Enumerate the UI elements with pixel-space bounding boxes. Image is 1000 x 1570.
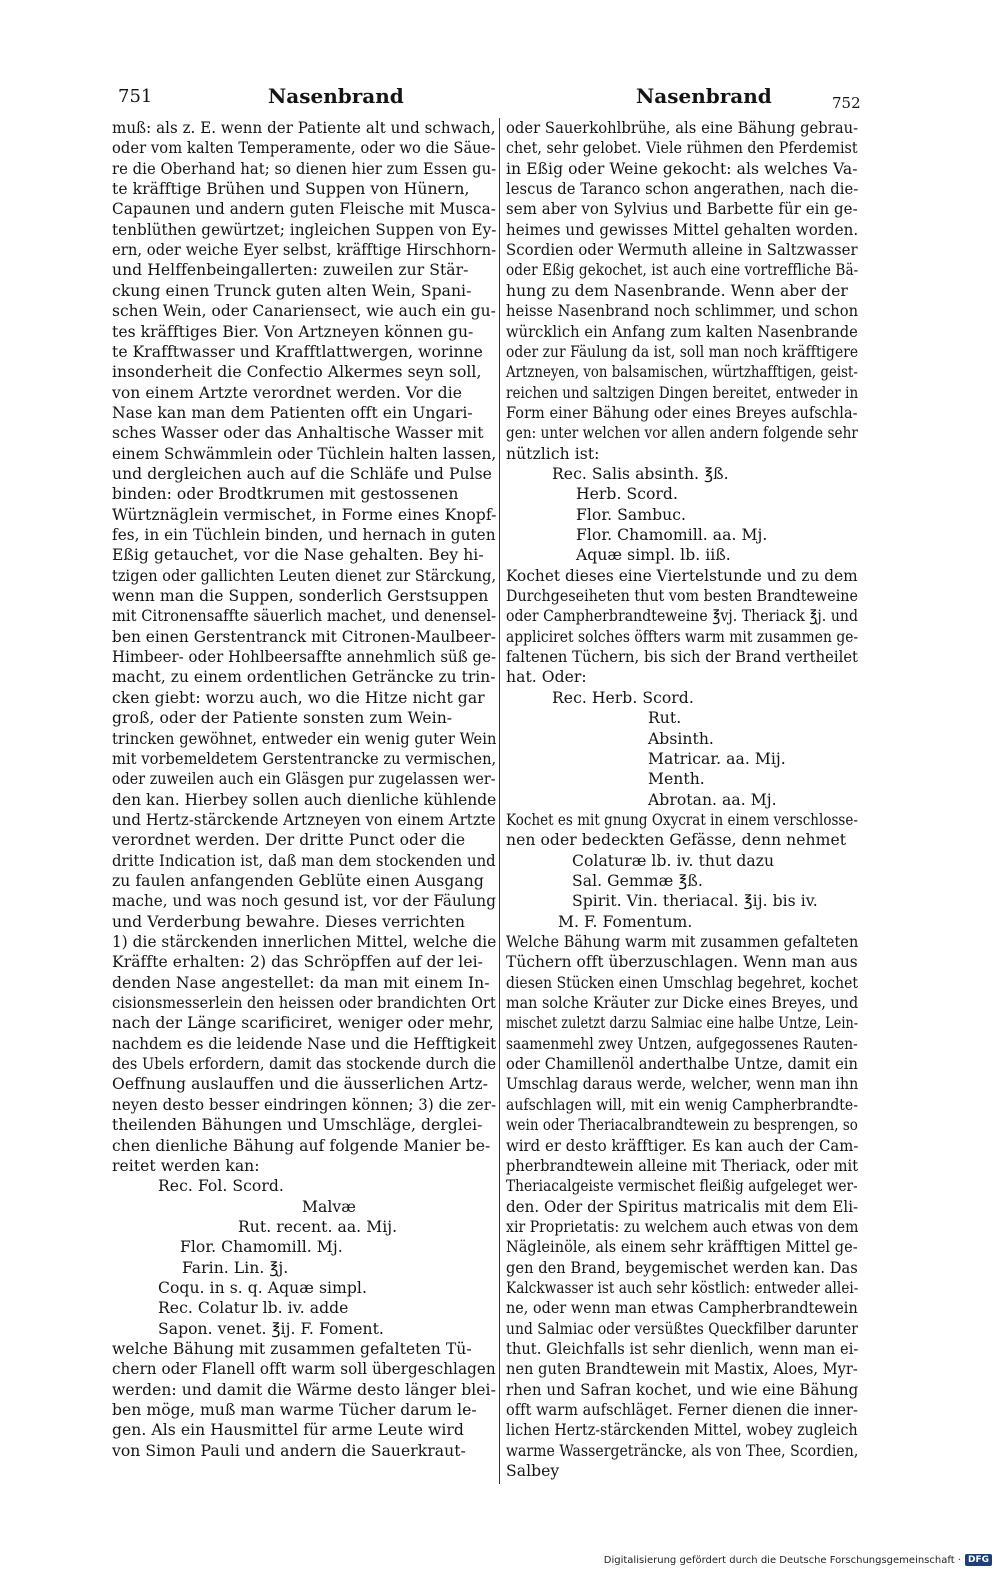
text-line: Abrotan. aa. Mj. xyxy=(648,790,777,809)
text-line: Spirit. Vin. theriacal. ℥ij. bis iv. xyxy=(572,892,818,911)
text-line: Rec. Salis absinth. ℥ß. xyxy=(552,464,729,483)
text-line: heimes und gewisses Mittel gehalten worden. xyxy=(506,220,859,239)
text-line: wenn man die Suppen, sonderlich Gerstsuppen xyxy=(112,587,489,606)
text-line: oder zuweilen auch ein Gläsgen pur zugelassen wer- xyxy=(112,770,496,789)
text-line: von Simon Pauli und andern die Sauerkraut- xyxy=(112,1441,466,1460)
text-line: Kalckwasser ist auch sehr köstlich: entweder allei- xyxy=(506,1278,859,1297)
text-line: wird er desto kräfftiger. Es kan auch der Cam- xyxy=(506,1136,859,1155)
text-line: oder Sauerkohlbrühe, als eine Bähung gebrau- xyxy=(506,119,859,137)
text-line: Himbeer- oder Hohlbeersaffte annehmlich süß ge- xyxy=(112,648,497,667)
text-line: cisionsmesserlein den heissen oder brandichten Ort xyxy=(112,994,496,1013)
text-line: offt warm aufschläget. Ferner dienen die inner- xyxy=(506,1401,858,1420)
text-line: pherbrandtewein alleine mit Theriack, oder mit xyxy=(506,1156,859,1175)
text-line: theilenden Bähungen und Umschläge, derglei- xyxy=(112,1116,483,1135)
text-line: Flor. Sambuc. xyxy=(576,505,686,524)
running-head-left: Nasenbrand xyxy=(268,84,404,108)
text-line: sches Wasser oder das Anhaltische Wasser mit xyxy=(112,424,484,443)
text-line: hung zu dem Nasenbrande. Wenn aber der xyxy=(506,281,848,300)
page-number-left: 751 xyxy=(118,86,153,107)
text-line: muß: als z. E. wenn der Patiente alt und schwach, xyxy=(112,119,496,137)
text-line: appliciret solches öffters warm mit zusammen ge- xyxy=(506,627,859,646)
text-line: welche Bähung mit zusammen gefalteten Tü- xyxy=(112,1340,472,1358)
text-line: gen. Als ein Hausmittel für arme Leute wird xyxy=(112,1421,464,1440)
text-line: macht, zu einem ordentlichen Geträncke zu trin- xyxy=(112,668,496,687)
text-line: Welche Bähung warm mit zusammen gefalteten xyxy=(506,933,859,951)
text-line: Sapon. venet. ℥ij. F. Foment. xyxy=(158,1319,384,1338)
text-line: und Hertz-stärckende Artzneyen von einem Artzte xyxy=(112,810,496,829)
text-line: sem aber von Sylvius und Barbette für ein ge- xyxy=(506,200,858,219)
text-line: Rec. Colatur lb. iv. adde xyxy=(158,1299,349,1318)
text-line: gen den Brand, beygemischet werden kan. Das xyxy=(506,1258,858,1277)
text-line: Theriacalgeiste vermischet fleißig aufgeleget wer- xyxy=(506,1177,858,1196)
text-line: heisse Nasenbrand noch schlimmer, und schon xyxy=(506,302,859,321)
footer-credit xyxy=(604,1554,992,1566)
text-line: Würtznäglein vermischet, in Forme eines Knopf- xyxy=(112,505,497,524)
text-line: denden Nase angestellet: da man mit einem In- xyxy=(112,973,490,992)
text-line: oder Campherbrandteweine ℥vj. Theriack ℥j. und xyxy=(506,607,859,626)
text-line: cken giebt: worzu auch, wo die Hitze nicht gar xyxy=(112,688,485,707)
text-line: lescus de Taranco schon angerathen, nach die- xyxy=(506,180,859,199)
text-line: Durchgeseiheten thut vom besten Brandteweine xyxy=(506,587,858,606)
text-line: chet, sehr gelobet. Viele rühmen den Pferdemist xyxy=(506,139,858,158)
text-line: verordnet werden. Der dritte Punct oder die xyxy=(112,831,466,850)
text-line: tes kräfftiges Bier. Von Artzneyen können gu- xyxy=(112,322,474,341)
text-line: Form einer Bähung oder eines Breyes aufschla- xyxy=(506,403,858,422)
text-line: trincken gewöhnet, entweder ein wenig guter Wein xyxy=(112,729,497,748)
text-line: Flor. Chamomill. aa. Mj. xyxy=(576,526,768,544)
text-line: mit vorbemeldetem Gerstentrancke zu vermischen, xyxy=(112,749,497,768)
text-line: Flor. Chamomill. Mj. xyxy=(180,1238,343,1257)
text-line: rhen und Safran kochet, und wie eine Bähung xyxy=(506,1380,859,1399)
text-line: Rut. recent. aa. Mij. xyxy=(238,1217,398,1236)
text-line: tenblüthen gewürtzet; ingleichen Suppen von Ey- xyxy=(112,220,497,239)
text-line: binden: oder Brodtkrumen mit gestossenen xyxy=(112,485,459,504)
text-line: Rec. Fol. Scord. xyxy=(158,1177,284,1196)
text-line: reichen und saltzigen Dingen bereitet, entweder in xyxy=(506,383,859,402)
text-line: würcklich ein Anfang zum kalten Nasenbrande xyxy=(506,322,858,341)
text-line: Kochet es mit gnung Oxycrat in einem verschlosse- xyxy=(506,810,858,829)
text-line: Absinth. xyxy=(648,729,714,748)
text-line: Herb. Scord. xyxy=(576,485,678,504)
text-line: Matricar. aa. Mij. xyxy=(648,749,786,768)
text-line: des Ubels erfordern, damit das stockende durch die xyxy=(112,1055,497,1074)
page-number-right: 752 xyxy=(832,94,861,112)
text-line: Malvæ xyxy=(302,1197,356,1216)
text-line: Salbey xyxy=(506,1462,560,1481)
text-line: zu faulen anfangenden Geblüte einen Ausgang xyxy=(112,871,484,890)
text-line: und Verderbung bewahre. Dieses verrichten xyxy=(112,912,465,931)
text-line: reitet werden kan: xyxy=(112,1156,260,1175)
text-line: dritte Indication ist, daß man dem stockenden und xyxy=(112,851,496,870)
text-line: Artzneyen, von balsamischen, würtzhafftigen, geist- xyxy=(506,363,858,382)
text-line: und Salmiac oder versüßtes Queckfilber darunter xyxy=(506,1319,858,1338)
text-line: Coqu. in s. q. Aquæ simpl. xyxy=(158,1278,367,1297)
text-line: Aquæ simpl. lb. iiß. xyxy=(576,546,731,565)
text-line: diesen Stücken einen Umschlag begehret, kochet xyxy=(506,973,858,992)
text-line: in Eßig oder Weine gekocht: als welches Va- xyxy=(506,159,858,178)
text-line: te kräfftige Brühen und Suppen von Hünern, xyxy=(112,180,470,199)
text-line: insonderheit die Confectio Alkermes seyn soll, xyxy=(112,363,482,382)
text-line: xir Proprietatis: zu welchem auch etwas von dem xyxy=(506,1217,859,1236)
text-line: thut. Gleichfalls ist sehr dienlich, wenn man ei- xyxy=(506,1340,859,1358)
text-line: wein oder Theriacalbrandtewein zu besprengen, so xyxy=(506,1116,858,1135)
text-line: Farin. Lin. ℥j. xyxy=(182,1258,289,1277)
text-line: ne, oder wenn man etwas Campherbrandtewein xyxy=(506,1299,858,1318)
text-line: oder zur Fäulung da ist, soll man noch kräfftigere xyxy=(506,342,859,361)
text-line: werden: und damit die Wärme desto länger blei- xyxy=(112,1380,496,1399)
column-divider xyxy=(499,118,500,1484)
text-line: fes, in ein Tüchlein binden, und hernach in guten xyxy=(112,526,496,544)
text-line: Eßig getauchet, vor die Nase gehalten. Bey hi- xyxy=(112,546,484,565)
text-line: Nägleinöle, als einem sehr kräfftigen Mittel ge- xyxy=(506,1238,858,1257)
text-line: Nase kan man dem Patienten offt ein Ungari- xyxy=(112,403,473,422)
text-line: einem Schwämmlein oder Tüchlein halten lassen, xyxy=(112,444,497,463)
running-head-right: Nasenbrand xyxy=(636,84,772,108)
text-line: und dergleichen auch auf die Schläfe und Pulse xyxy=(112,464,492,483)
text-line: Oeffnung auslauffen und die äusserlichen Artz- xyxy=(112,1075,489,1094)
text-line: Menth. xyxy=(648,770,705,789)
text-line: nen oder bedeckten Gefässe, denn nehmet xyxy=(506,831,847,850)
text-line: und Helffenbeingallerten: zuweilen zur Stär- xyxy=(112,261,469,280)
text-line: den kan. Hierbey sollen auch dienliche kühlende xyxy=(112,790,497,809)
text-line: groß, oder der Patiente sonsten zum Wein- xyxy=(112,709,453,728)
text-line: man solche Kräuter zur Dicke eines Breyes, und xyxy=(506,994,859,1013)
text-line: schen Wein, oder Canariensect, wie auch ein gu- xyxy=(112,302,496,321)
text-line: Kräffte erhalten: 2) das Schröpffen auf der lei- xyxy=(112,953,483,972)
text-line: Kochet dieses eine Viertelstunde und zu dem xyxy=(506,566,858,585)
text-line: Umschlag daraus werde, welcher, wenn man ihn xyxy=(506,1075,859,1094)
text-line: den. Oder der Spiritus matricalis mit dem Eli- xyxy=(506,1197,859,1216)
text-line: chen dienliche Bähung auf folgende Manier be- xyxy=(112,1136,491,1155)
text-line: gen: unter welchen vor allen andern folgende sehr xyxy=(506,424,858,443)
text-line: oder Chamillenöl anderthalbe Untze, damit ein xyxy=(506,1055,859,1074)
footer-text: Digitalisierung gefördert durch die Deutsche Forschungsgemeinschaft · xyxy=(603,1554,961,1566)
text-line: oder vom kalten Temperamente, oder wo die Säue- xyxy=(112,139,496,158)
text-line: Rut. xyxy=(648,709,682,728)
text-line: hat. Oder: xyxy=(506,668,587,687)
text-line: 1) die stärckenden innerlichen Mittel, welche die xyxy=(112,933,497,951)
text-line: Rec. Herb. Scord. xyxy=(552,688,694,707)
text-line: mache, und was noch gesund ist, vor der Fäulung xyxy=(112,892,496,911)
text-line: te Krafftwasser und Krafftlattwergen, worinne xyxy=(112,342,483,361)
text-line: chern oder Flanell offt warm soll übergeschlagen xyxy=(112,1360,496,1379)
text-line: M. F. Fomentum. xyxy=(558,912,693,931)
text-line: nen guten Brandtewein mit Mastix, Aloes, Myr- xyxy=(506,1360,858,1379)
text-line: nützlich ist: xyxy=(506,444,600,463)
text-line: ckung einen Trunck guten alten Wein, Spani- xyxy=(112,281,472,300)
text-line: von einem Artzte verordnet werden. Vor die xyxy=(112,383,463,402)
text-line: Tüchern offt überzuschlagen. Wenn man aus xyxy=(506,953,858,972)
text-line: lichen Hertz-stärckenden Mittel, wobey zugleich xyxy=(506,1421,858,1440)
text-line: oder Eßig gekochet, ist auch eine vortreffliche Bä- xyxy=(506,261,859,280)
text-line: nach der Länge scarificiret, weniger oder mehr, xyxy=(112,1014,494,1033)
text-line: ben möge, muß man warme Tücher darum le- xyxy=(112,1401,477,1420)
text-line: Capaunen und andern guten Fleische mit Musca- xyxy=(112,200,496,219)
text-line: mit Citronensaffte säuerlich machet, und denensel- xyxy=(112,607,497,626)
text-line: warme Wassergeträncke, als von Thee, Scordien, xyxy=(506,1441,859,1460)
text-line: saamenmehl zwey Untzen, aufgegossenes Rauten- xyxy=(506,1034,858,1053)
text-line: Sal. Gemmæ ℥ß. xyxy=(572,871,703,890)
text-line: ben einen Gerstentranck mit Citronen-Maulbeer- xyxy=(112,627,496,646)
text-line: neyen desto besser eindringen können; 3) die zer- xyxy=(112,1095,497,1114)
text-line: mischet zuletzt darzu Salmiac eine halbe Untze, Lein- xyxy=(506,1014,859,1033)
text-line: aufschlagen will, mit ein wenig Campherbrandte- xyxy=(506,1095,858,1114)
text-line: Colaturæ lb. iv. thut dazu xyxy=(572,851,775,870)
text-line: re die Oberhand hat; so dienen hier zum Essen gu- xyxy=(112,159,497,178)
text-line: nachdem es die leidende Nase und die Hefftigkeit xyxy=(112,1034,497,1053)
dfg-logo: DFG xyxy=(965,1554,992,1566)
text-line: tzigen oder gallichten Leuten dienet zur Stärckung, xyxy=(112,566,497,585)
text-line: ern, oder weiche Eyer selbst, kräfftige Hirschhorn- xyxy=(112,241,497,260)
text-line: Scordien oder Wermuth alleine in Saltzwasser xyxy=(506,241,858,260)
text-line: faltenen Tüchern, bis sich der Brand vertheilet xyxy=(506,648,859,667)
